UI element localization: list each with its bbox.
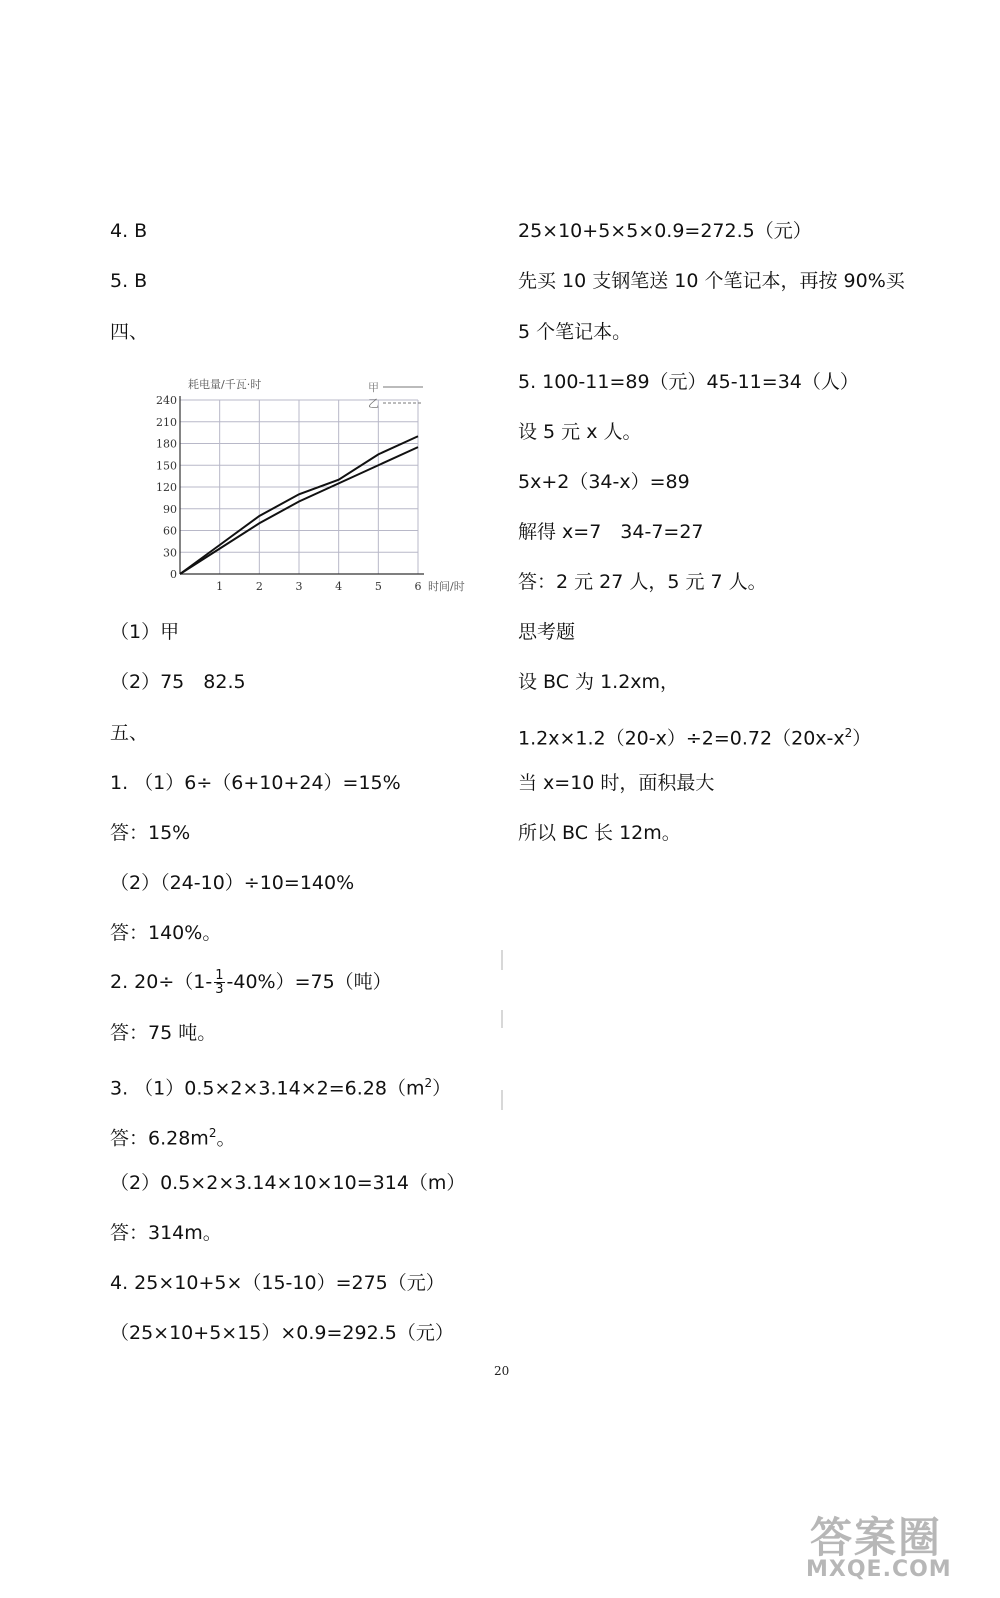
thinking-area-equation bbox=[518, 721, 871, 750]
y-tick-label: 120 bbox=[156, 481, 177, 494]
thinking-max-area: 当 x=10 时，面积最大 bbox=[518, 772, 715, 794]
q2-equation-suffix: -40%）=75（吨） bbox=[226, 971, 392, 993]
x-tick-label: 6 bbox=[414, 580, 422, 593]
watermark-url: MXQE.COM bbox=[806, 1557, 952, 1582]
q5-equation: 5. 100-11=89（元）45-11=34（人） bbox=[518, 371, 859, 393]
q3-part1-prefix: 3. （1）0.5×2×3.14×2=6.28（m bbox=[110, 1077, 425, 1100]
area-equation-suffix: ） bbox=[852, 727, 872, 750]
one-third-fraction bbox=[214, 969, 224, 996]
q2-equation bbox=[110, 969, 392, 996]
thinking-let-statement: 设 BC 为 1.2xm， bbox=[518, 671, 680, 693]
x-axis-label: 时间/时 bbox=[428, 580, 465, 593]
q5-solution: 解得 x=7 34-7=27 bbox=[518, 521, 704, 543]
y-tick-label: 240 bbox=[156, 394, 177, 407]
q5-answer: 答：2 元 27 人，5 元 7 人。 bbox=[518, 571, 767, 593]
q1-part2-answer: 答：140%。 bbox=[110, 922, 222, 944]
power-consumption-chart bbox=[156, 375, 478, 600]
q3-part2-equation: （2）0.5×2×3.14×10×10=314（m） bbox=[110, 1172, 466, 1194]
y-tick-label: 60 bbox=[163, 524, 177, 538]
y-tick-label: 150 bbox=[156, 459, 177, 473]
x-tick-label: 4 bbox=[335, 580, 343, 593]
q5-linear-equation: 5x+2（34-x）=89 bbox=[518, 471, 690, 493]
section-four-heading: 四、 bbox=[110, 321, 149, 343]
q3-part1-equation bbox=[110, 1071, 451, 1100]
legend-label: 甲 bbox=[368, 381, 379, 394]
q4-explanation-2: 5 个笔记本。 bbox=[518, 321, 632, 343]
y-tick-label: 0 bbox=[170, 568, 177, 581]
y-axis-label: 耗电量/千瓦·时 bbox=[188, 378, 262, 391]
x-tick-label: 2 bbox=[255, 580, 263, 593]
x-tick-label: 3 bbox=[295, 580, 303, 593]
scan-artifact bbox=[501, 950, 503, 970]
x-tick-label: 5 bbox=[374, 580, 382, 593]
q3-part1-answer bbox=[110, 1121, 235, 1150]
q2-equation-prefix: 2. 20÷（1- bbox=[110, 971, 213, 993]
fraction-denominator: 3 bbox=[215, 982, 224, 997]
y-tick-label: 90 bbox=[163, 502, 177, 516]
answer-part-2: （2）75 82.5 bbox=[110, 671, 246, 693]
square-superscript: 2 bbox=[844, 726, 853, 740]
q2-answer: 答：75 吨。 bbox=[110, 1022, 217, 1044]
y-tick-label: 210 bbox=[156, 415, 177, 429]
watermark-text: 答案圈 bbox=[810, 1513, 943, 1562]
square-superscript: 2 bbox=[424, 1076, 433, 1090]
answer-5: 5. B bbox=[110, 270, 148, 292]
area-equation-prefix: 1.2x×1.2（20-x）÷2=0.72（20x-x bbox=[518, 727, 845, 750]
q3-part2-answer: 答：314m。 bbox=[110, 1222, 222, 1244]
q4-equation-1: 4. 25×10+5×（15-10）=275（元） bbox=[110, 1272, 445, 1294]
square-superscript: 2 bbox=[208, 1126, 217, 1140]
x-tick-label: 1 bbox=[216, 580, 224, 593]
scan-artifact bbox=[501, 1090, 503, 1110]
answer-4: 4. B bbox=[110, 220, 148, 242]
q5-let-statement: 设 5 元 x 人。 bbox=[518, 421, 642, 443]
watermark-logo bbox=[800, 1505, 990, 1590]
q1-part1-equation: 1. （1）6÷（6+10+24）=15% bbox=[110, 772, 401, 794]
fraction-numerator: 1 bbox=[215, 968, 224, 983]
q4-explanation-1: 先买 10 支钢笔送 10 个笔记本，再按 90%买 bbox=[518, 270, 905, 292]
thinking-question-heading: 思考题 bbox=[518, 621, 576, 643]
thinking-answer: 所以 BC 长 12m。 bbox=[518, 822, 681, 844]
scan-artifact bbox=[501, 1010, 503, 1028]
q3-part1-answer-suffix: 。 bbox=[216, 1127, 236, 1150]
answer-part-1: （1）甲 bbox=[110, 621, 180, 643]
q4-equation-3: 25×10+5×5×0.9=272.5（元） bbox=[518, 220, 812, 242]
y-tick-label: 30 bbox=[163, 546, 177, 560]
legend-label: 乙 bbox=[368, 397, 379, 410]
section-five-heading: 五、 bbox=[110, 722, 149, 744]
y-tick-label: 180 bbox=[156, 437, 177, 451]
q3-part1-answer-prefix: 答：6.28m bbox=[110, 1127, 209, 1150]
q1-part1-answer: 答：15% bbox=[110, 822, 191, 844]
q1-part2-equation: （2）（24-10）÷10=140% bbox=[110, 872, 355, 894]
q3-part1-suffix: ） bbox=[432, 1077, 452, 1100]
page-number: 20 bbox=[494, 1364, 510, 1378]
q4-equation-2: （25×10+5×15）×0.9=292.5（元） bbox=[110, 1322, 454, 1344]
